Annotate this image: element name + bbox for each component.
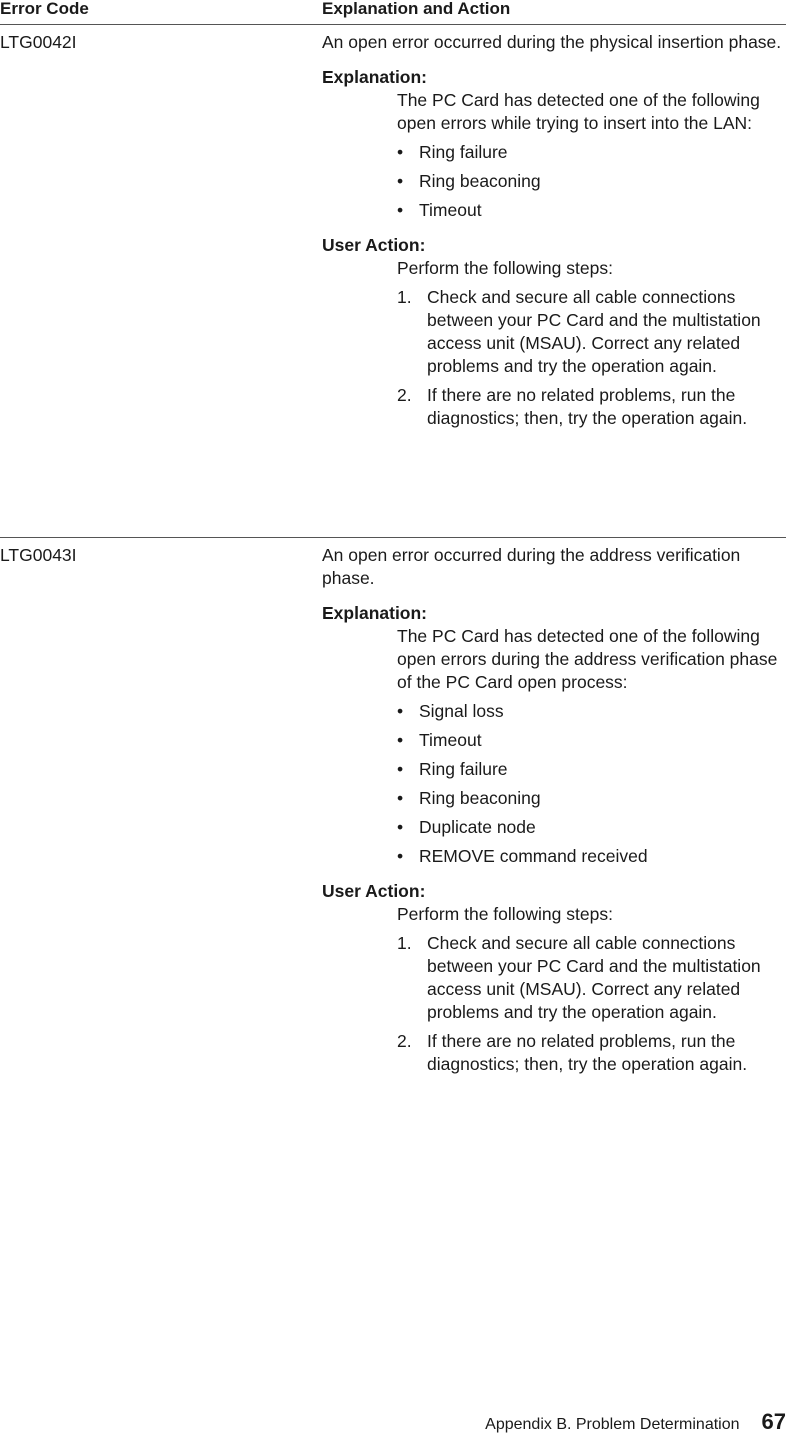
- entry-body: [322, 31, 786, 442]
- explanation-label: Explanation:: [322, 67, 428, 87]
- error-list: [397, 700, 786, 868]
- error-list: [397, 141, 786, 222]
- bullet-icon: •: [397, 846, 404, 866]
- explanation-text: The PC Card has detected one of the following open errors while trying to insert into the LAN:: [397, 90, 760, 133]
- bullet-icon: •: [397, 171, 404, 191]
- list-item: • Timeout: [397, 200, 482, 220]
- list-item: • Duplicate node: [397, 817, 536, 837]
- step-list: [397, 932, 786, 1076]
- step-item: 2. If there are no related problems, run the diagnostics; then, try the operation again.: [397, 385, 748, 428]
- explanation-text: The PC Card has detected one of the following open errors during the address verification phase of the PC Card open process:: [397, 626, 778, 692]
- bullet-icon: •: [397, 817, 404, 837]
- explanation-label: Explanation:: [322, 603, 428, 623]
- list-item: • Signal loss: [397, 701, 504, 721]
- explanation-section: [397, 89, 786, 222]
- error-summary: An open error occurred during the physical insertion phase.: [322, 32, 782, 52]
- table-header: [0, 0, 786, 25]
- user-action-label: User Action:: [322, 881, 426, 901]
- user-action-label: User Action:: [322, 235, 426, 255]
- step-item: 1. Check and secure all cable connections between your PC Card and the multistation access unit (MSAU). Correct any related problems and try the operation again.: [397, 287, 761, 376]
- list-item: • Ring beaconing: [397, 788, 541, 808]
- user-action-section: [397, 257, 786, 430]
- error-code: LTG0043I: [0, 545, 77, 565]
- page-footer: [485, 1410, 786, 1438]
- list-item: • Ring beaconing: [397, 171, 541, 191]
- list-item: • Timeout: [397, 730, 482, 750]
- bullet-icon: •: [397, 701, 404, 721]
- bullet-icon: •: [397, 788, 404, 808]
- user-action-text: Perform the following steps:: [397, 258, 613, 278]
- error-entry-ltg0043i: [0, 537, 786, 1158]
- step-item: 1. Check and secure all cable connections between your PC Card and the multistation access unit (MSAU). Correct any related problems and try the operation again.: [397, 933, 761, 1022]
- column-header-error-code: Error Code: [0, 0, 89, 18]
- footer-section-title: Appendix B. Problem Determination: [485, 1416, 740, 1433]
- bullet-icon: •: [397, 730, 404, 750]
- list-item: • Ring failure: [397, 142, 508, 162]
- bullet-icon: •: [397, 200, 404, 220]
- step-item: 2. If there are no related problems, run the diagnostics; then, try the operation again.: [397, 1031, 748, 1074]
- step-list: [397, 286, 786, 430]
- column-header-explanation: Explanation and Action: [322, 0, 511, 18]
- page-number: 67: [761, 1409, 786, 1434]
- error-entry-ltg0042i: [0, 25, 786, 535]
- bullet-icon: •: [397, 142, 404, 162]
- entry-body: [322, 544, 786, 1088]
- error-code: LTG0042I: [0, 32, 77, 52]
- user-action-text: Perform the following steps:: [397, 904, 613, 924]
- explanation-section: [397, 625, 786, 868]
- user-action-section: [397, 903, 786, 1076]
- error-summary: An open error occurred during the address verification phase.: [322, 545, 741, 588]
- list-item: • Ring failure: [397, 759, 508, 779]
- bullet-icon: •: [397, 759, 404, 779]
- list-item: • REMOVE command received: [397, 846, 648, 866]
